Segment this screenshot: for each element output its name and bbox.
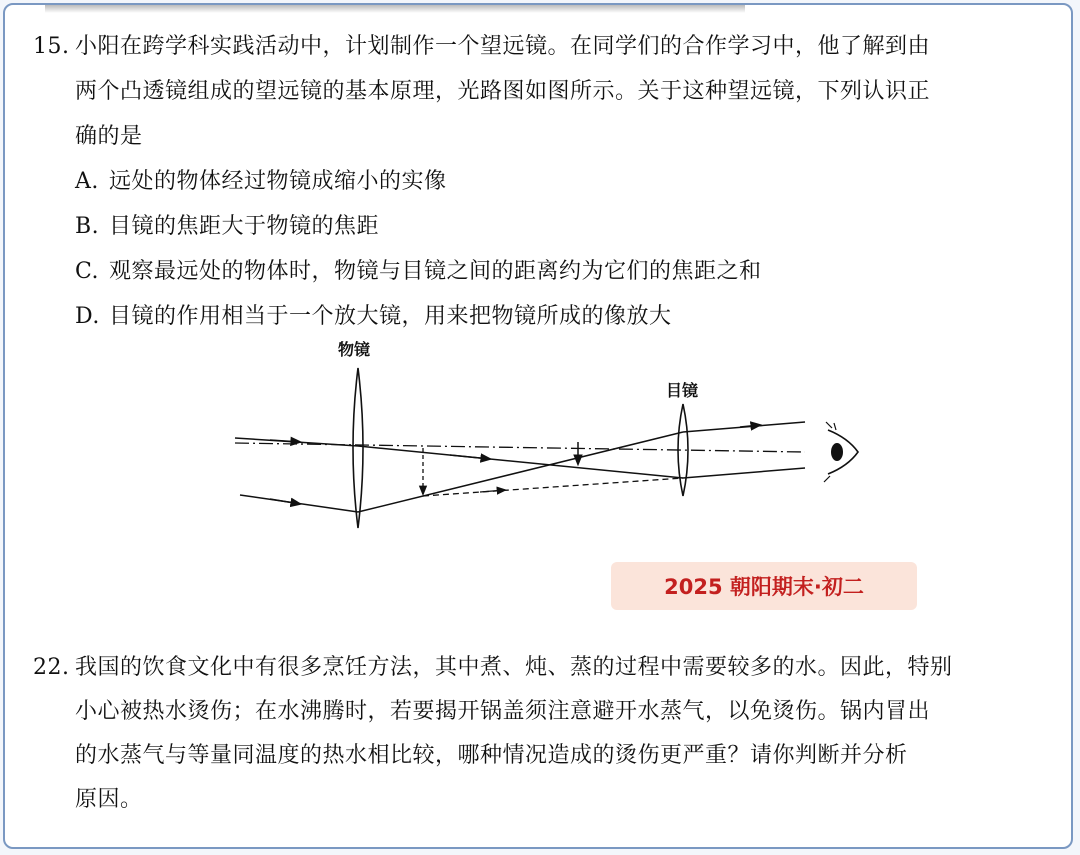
option-letter: D. — [75, 304, 100, 329]
source-badge: 2025 朝阳期末·初二 — [611, 562, 917, 610]
ray-1-exit — [683, 468, 805, 478]
option-b — [33, 204, 1043, 249]
ray-1-refracted — [358, 446, 683, 478]
option-letter: A. — [75, 169, 99, 194]
option-c — [33, 249, 1043, 294]
question-22-line-1 — [33, 645, 1043, 689]
question-22-line-4: 原因。 — [75, 787, 143, 812]
eyepiece-label: 目镜 — [666, 381, 699, 400]
ray-arrow — [270, 499, 300, 504]
question-number: 22. — [33, 655, 70, 680]
option-text: 远处的物体经过物镜成缩小的实像 — [109, 169, 447, 194]
ray-arrow — [480, 490, 505, 492]
option-a — [33, 159, 1043, 204]
ray-arrow — [450, 455, 490, 459]
question-15-line-1 — [33, 24, 1043, 69]
scan-artifact — [45, 5, 745, 13]
question-15-line-3: 确的是 — [75, 124, 143, 149]
question-22 — [33, 645, 1043, 821]
option-letter: C. — [75, 259, 100, 284]
ray-2-refracted — [358, 432, 683, 512]
option-text: 目镜的作用相当于一个放大镜，用来把物镜所成的像放大 — [109, 304, 672, 329]
principal-axis — [235, 443, 805, 452]
option-text: 观察最远处的物体时，物镜与目镜之间的距离约为它们的焦距之和 — [109, 259, 762, 284]
question-22-line-3: 的水蒸气与等量同温度的热水相比较，哪种情况造成的烫伤更严重？请你判断并分析 — [75, 743, 908, 768]
question-stem-text: 我国的饮食文化中有很多烹饪方法，其中煮、炖、蒸的过程中需要较多的水。因此，特别 — [75, 655, 953, 680]
ray-arrow — [740, 425, 760, 427]
question-stem-text: 小阳在跨学科实践活动中，计划制作一个望远镜。在同学们的合作学习中，他了解到由 — [75, 34, 931, 59]
option-letter: B. — [75, 214, 100, 239]
telescope-ray-diagram — [230, 330, 870, 540]
option-text: 目镜的焦距大于物镜的焦距 — [109, 214, 380, 239]
page-frame — [3, 3, 1073, 849]
question-22-line-2: 小心被热水烫伤；在水沸腾时，若要揭开锅盖须注意避开水蒸气，以免烫伤。锅内冒出 — [75, 699, 931, 724]
objective-label: 物镜 — [338, 340, 371, 359]
objective-lens — [353, 368, 363, 528]
eye-icon — [824, 422, 858, 482]
question-15-line-2: 两个凸透镜组成的望远镜的基本原理，光路图如图所示。关于这种望远镜，下列认识正 — [75, 79, 931, 104]
question-15 — [33, 24, 1043, 339]
question-number: 15. — [33, 34, 70, 59]
ray-arrow — [270, 440, 300, 442]
